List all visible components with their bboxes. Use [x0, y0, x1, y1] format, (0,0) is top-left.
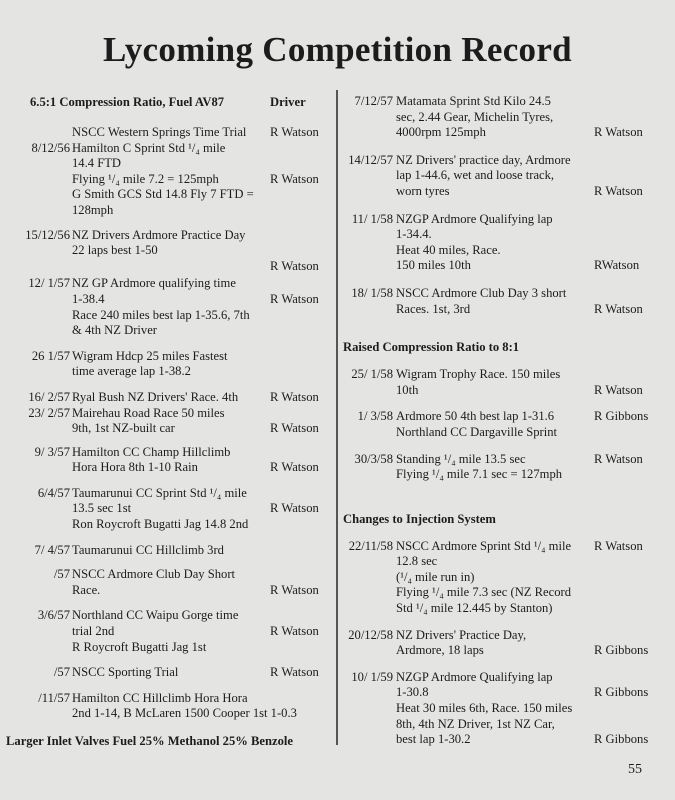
- record-date: 11/ 1/58: [351, 211, 393, 226]
- record-description: 4000rpm 125mph: [396, 125, 486, 140]
- record-date: 14/12/57: [348, 152, 393, 167]
- record-line: [14, 445, 334, 461]
- record-description: 1-34.4.: [396, 227, 432, 242]
- page-title: Lycoming Competition Record: [103, 30, 572, 69]
- record-description: 128mph: [72, 202, 114, 217]
- record-date: /57: [53, 665, 70, 680]
- record-date: 30/3/58: [354, 451, 393, 466]
- record-line: [14, 517, 334, 533]
- record-line: [341, 168, 661, 184]
- record-line: [341, 570, 661, 586]
- record-line: [14, 156, 334, 172]
- record-line: [341, 467, 661, 483]
- record-line: [14, 543, 334, 559]
- record-description: Northland CC Waipu Gorge time: [72, 608, 239, 623]
- record-line: [341, 383, 661, 399]
- record-description: Ryal Bush NZ Drivers' Race. 4th: [72, 389, 239, 404]
- record-date: 1/ 3/58: [357, 409, 393, 424]
- record-description: 12.8 sec: [396, 554, 438, 569]
- record-description: Heat 30 miles 6th, Race. 150 miles: [396, 701, 573, 716]
- record-description: Flying ¹/₄ mile 7.1 sec = 127mph: [396, 467, 563, 482]
- record-entry: [14, 608, 334, 655]
- record-entry: [14, 228, 334, 275]
- record-description: Northland CC Dargaville Sprint: [396, 424, 558, 439]
- record-line: [341, 628, 661, 644]
- record-description: & 4th NZ Driver: [72, 323, 157, 338]
- record-description: Standing ¹/₄ mile 13.5 sec: [396, 451, 526, 466]
- heading-text: 6.5:1 Compression Ratio, Fuel AV87: [30, 95, 225, 109]
- record-line: [341, 554, 661, 570]
- record-line: [14, 421, 334, 437]
- record-line: [14, 665, 334, 681]
- record-line: [14, 292, 334, 308]
- record-line: [14, 640, 334, 656]
- footer-heading: Larger Inlet Valves Fuel 25% Methanol 25% Benzole: [6, 734, 293, 748]
- record-line: [341, 184, 661, 200]
- left-entries: [14, 125, 334, 722]
- record-entry: [14, 567, 334, 598]
- record-entry: [341, 367, 661, 398]
- record-date: 8/12/56: [31, 140, 70, 155]
- record-driver: R Watson: [594, 382, 643, 397]
- record-line: [14, 608, 334, 624]
- record-description: Race.: [72, 582, 101, 597]
- record-date: 9/ 3/57: [34, 444, 70, 459]
- record-date: 12/ 1/57: [28, 276, 70, 291]
- record-date: /11/57: [38, 690, 70, 705]
- record-entry: [14, 390, 334, 437]
- record-description: Ardmore, 18 laps: [396, 643, 484, 658]
- record-entry: [341, 153, 661, 200]
- record-description: NZGP Ardmore Qualifying lap: [396, 669, 553, 684]
- left-column: [6, 94, 334, 749]
- record-entry: [341, 539, 661, 617]
- record-line: [341, 409, 661, 425]
- record-description: 150 miles 10th: [396, 258, 471, 273]
- record-description: Heat 40 miles, Race.: [396, 242, 501, 257]
- record-line: [14, 125, 334, 141]
- record-driver: R Watson: [270, 501, 319, 516]
- record-description: Hamilton C Sprint Std ¹/₄ mile: [72, 140, 226, 155]
- record-entry: [341, 286, 661, 317]
- record-line: [341, 425, 661, 441]
- record-description: 1-38.4: [72, 291, 105, 306]
- record-line: [14, 624, 334, 640]
- record-entry: [14, 665, 334, 681]
- record-line: [341, 227, 661, 243]
- record-driver: R Watson: [594, 301, 643, 316]
- record-driver: RWatson: [594, 258, 640, 273]
- record-line: [14, 141, 334, 157]
- record-description: 2nd 1-14, B McLaren 1500 Cooper 1st 1-0.3: [72, 706, 297, 721]
- record-line: [341, 153, 661, 169]
- record-description: time average lap 1-38.2: [72, 364, 191, 379]
- record-driver: R Watson: [270, 460, 319, 475]
- record-date: 23/ 2/57: [28, 405, 70, 420]
- record-date: 25/ 1/58: [351, 367, 393, 382]
- record-description: R Roycroft Bugatti Jag 1st: [72, 639, 207, 654]
- record-line: [14, 187, 334, 203]
- record-driver: R Watson: [270, 389, 319, 404]
- section-entries: [341, 367, 661, 483]
- record-line: [14, 243, 334, 259]
- record-description: Races. 1st, 3rd: [396, 301, 471, 316]
- record-driver: R Watson: [270, 125, 319, 139]
- record-entry: [341, 212, 661, 274]
- record-line: [341, 286, 661, 302]
- record-line: [341, 302, 661, 318]
- record-description: NSCC Western Springs Time Trial: [72, 125, 247, 139]
- record-date: 6/4/57: [37, 485, 70, 500]
- record-description: 1-30.8: [396, 685, 429, 700]
- record-line: [14, 364, 334, 380]
- record-driver: R Watson: [270, 421, 319, 436]
- record-description: Hora Hora 8th 1-10 Rain: [72, 460, 198, 475]
- record-driver: R Watson: [270, 582, 319, 597]
- record-description: NZ GP Ardmore qualifying time: [72, 276, 236, 291]
- record-entry: [14, 691, 334, 722]
- section-heading: Raised Compression Ratio to 8:1: [343, 340, 520, 355]
- record-description: 14.4 FTD: [72, 156, 121, 171]
- record-description: Hamilton CC Hillclimb Hora Hora: [72, 690, 248, 705]
- record-date: 26 1/57: [31, 348, 70, 363]
- record-line: [14, 583, 334, 599]
- record-entry: [341, 670, 661, 748]
- record-driver: R Gibbons: [594, 685, 649, 700]
- record-entry: [341, 94, 661, 141]
- record-description: Matamata Sprint Std Kilo 24.5: [396, 94, 551, 108]
- record-line: [14, 276, 334, 292]
- record-line: [341, 367, 661, 383]
- record-date: 7/12/57: [354, 94, 393, 108]
- record-date: 16/ 2/57: [28, 389, 70, 404]
- record-description: 13.5 sec 1st: [72, 501, 132, 516]
- record-description: Ardmore 50 4th best lap 1-31.6: [396, 409, 555, 424]
- record-driver: R Gibbons: [594, 732, 649, 747]
- record-description: G Smith GCS Std 14.8 Fly 7 FTD =: [72, 187, 254, 202]
- record-entry: [14, 486, 334, 533]
- record-entry: [14, 445, 334, 476]
- right-column: [341, 94, 661, 748]
- record-entry: [341, 452, 661, 483]
- record-driver: R Watson: [270, 291, 319, 306]
- record-description: NZ Drivers' practice day, Ardmore: [396, 152, 571, 167]
- record-description: Hamilton CC Champ Hillclimb: [72, 444, 231, 459]
- record-line: [14, 308, 334, 324]
- record-description: lap 1-44.6, wet and loose track,: [396, 168, 555, 183]
- record-line: [341, 94, 661, 110]
- record-description: Wigram Trophy Race. 150 miles: [396, 367, 561, 382]
- record-driver: R Watson: [594, 538, 643, 553]
- page-number: 55: [628, 762, 642, 777]
- record-line: [341, 732, 661, 748]
- record-entry: [14, 125, 334, 219]
- record-driver: R Watson: [270, 665, 319, 680]
- record-description: 8th, 4th NZ Driver, 1st NZ Car,: [396, 716, 555, 731]
- record-description: worn tyres: [396, 183, 450, 198]
- record-driver: R Gibbons: [594, 409, 649, 424]
- record-description: NSCC Sporting Trial: [72, 665, 179, 680]
- record-line: [14, 390, 334, 406]
- record-line: [14, 691, 334, 707]
- record-description: NZ Drivers' Practice Day,: [396, 627, 527, 642]
- record-entry: [14, 349, 334, 380]
- record-description: best lap 1-30.2: [396, 732, 471, 747]
- record-driver: R Watson: [594, 451, 643, 466]
- record-description: NSCC Ardmore Club Day 3 short: [396, 285, 567, 300]
- section-entries: [341, 94, 661, 317]
- record-line: [14, 486, 334, 502]
- record-driver: R Watson: [270, 624, 319, 639]
- record-description: NZ Drivers Ardmore Practice Day: [72, 227, 246, 242]
- record-line: [341, 539, 661, 555]
- record-driver: R Watson: [270, 171, 319, 186]
- record-line: [14, 203, 334, 219]
- record-entry: [341, 628, 661, 659]
- record-date: 22/11/58: [348, 538, 393, 553]
- record-line: [341, 212, 661, 228]
- record-line: [14, 228, 334, 244]
- record-description: NSCC Ardmore Sprint Std ¹/₄ mile: [396, 538, 572, 553]
- record-description: Std ¹/₄ mile 12.445 by Stanton): [396, 601, 553, 616]
- record-driver: R Watson: [270, 258, 319, 273]
- record-line: [341, 125, 661, 141]
- record-line: [341, 258, 661, 274]
- record-line: [14, 567, 334, 583]
- record-description: trial 2nd: [72, 624, 115, 639]
- record-line: [14, 706, 334, 722]
- record-line: [14, 460, 334, 476]
- record-description: Taumarunui CC Hillclimb 3rd: [72, 542, 224, 557]
- record-line: [341, 670, 661, 686]
- record-driver: R Watson: [594, 125, 643, 140]
- record-description: (¹/₄ mile run in): [396, 569, 475, 584]
- column-divider: [336, 90, 338, 745]
- record-date: 15/12/56: [25, 227, 70, 242]
- record-date: 18/ 1/58: [351, 285, 393, 300]
- record-description: Mairehau Road Race 50 miles: [72, 405, 225, 420]
- record-line: [14, 323, 334, 339]
- section-entries: [341, 539, 661, 748]
- record-description: NSCC Ardmore Club Day Short: [72, 567, 236, 582]
- record-description: Taumarunui CC Sprint Std ¹/₄ mile: [72, 485, 247, 500]
- record-description: Flying ¹/₄ mile 7.3 sec (NZ Record: [396, 585, 572, 600]
- record-date: 7/ 4/57: [34, 542, 70, 557]
- record-line: [14, 349, 334, 365]
- record-line: [341, 110, 661, 126]
- record-description: 9th, 1st NZ-built car: [72, 421, 175, 436]
- section-heading: [30, 94, 334, 110]
- record-date: 3/6/57: [37, 608, 70, 623]
- driver-column-heading: Driver: [270, 95, 306, 109]
- record-line: [14, 501, 334, 517]
- record-line: [341, 601, 661, 617]
- record-line: [341, 685, 661, 701]
- record-description: sec, 2.44 Gear, Michelin Tyres,: [396, 109, 554, 124]
- record-description: Wigram Hdcp 25 miles Fastest: [72, 348, 228, 363]
- record-driver: R Watson: [594, 183, 643, 198]
- record-date: 10/ 1/59: [351, 669, 393, 684]
- record-line: [341, 452, 661, 468]
- record-driver: R Gibbons: [594, 643, 649, 658]
- section-heading: Changes to Injection System: [343, 511, 496, 526]
- record-line: [14, 259, 334, 275]
- record-description: Flying ¹/₄ mile 7.2 = 125mph: [72, 171, 219, 186]
- record-entry: [341, 409, 661, 440]
- record-line: [341, 243, 661, 259]
- record-description: Ron Roycroft Bugatti Jag 14.8 2nd: [72, 517, 249, 532]
- record-line: [341, 643, 661, 659]
- record-line: [341, 701, 661, 717]
- record-line: [341, 585, 661, 601]
- record-description: NZGP Ardmore Qualifying lap: [396, 211, 553, 226]
- record-date: /57: [53, 567, 70, 582]
- record-line: [341, 717, 661, 733]
- record-entry: [14, 276, 334, 338]
- record-entry: [14, 543, 334, 559]
- record-line: [14, 172, 334, 188]
- record-line: [14, 406, 334, 422]
- record-description: Race 240 miles best lap 1-35.6, 7th: [72, 307, 250, 322]
- record-description: 22 laps best 1-50: [72, 243, 158, 258]
- record-description: 10th: [396, 382, 419, 397]
- record-date: 20/12/58: [348, 627, 393, 642]
